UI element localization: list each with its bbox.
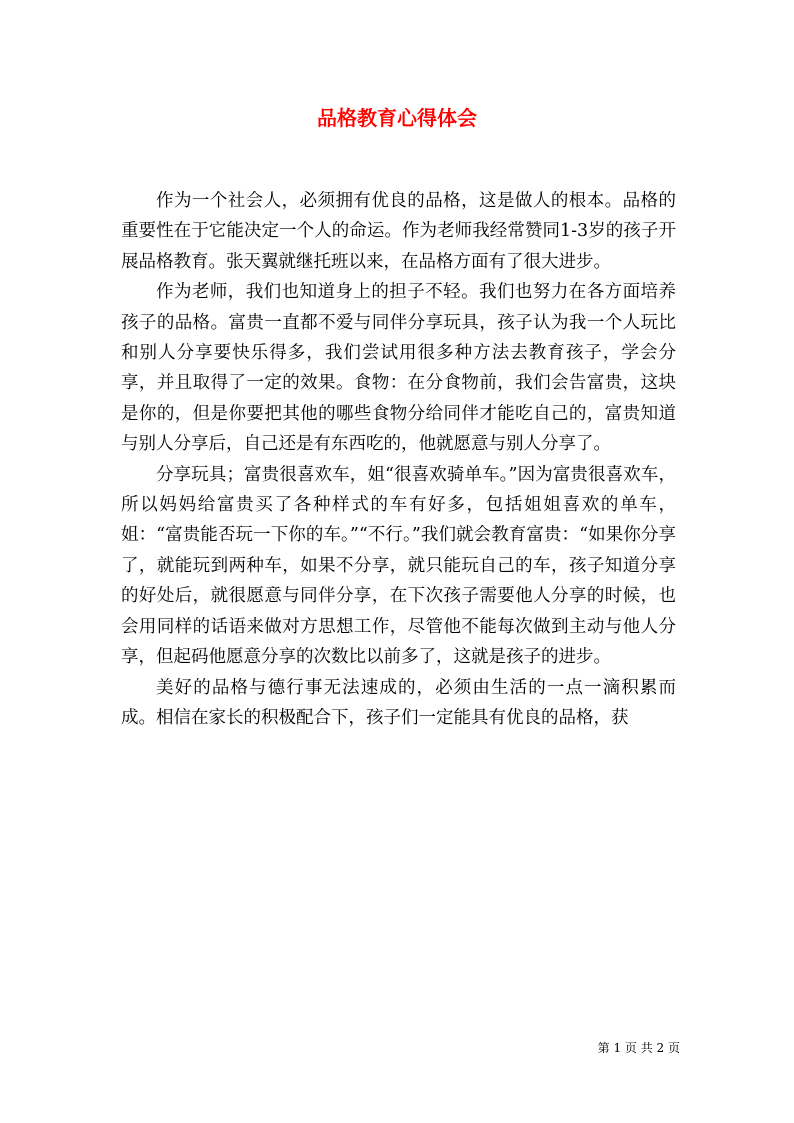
paragraph-4: 美好的品格与德行事无法速成的，必须由生活的一点一滴积累而成。相信在家长的积极配合下，孩子们一定能具有优良的品格，获 (121, 677, 676, 728)
page-number: 第 1 页 共 2 页 (597, 1041, 680, 1055)
document-body (121, 186, 676, 733)
page-title: 品格教育心得体会 (317, 106, 477, 130)
paragraph-2: 作为老师，我们也知道身上的担子不轻。我们也努力在各方面培养孩子的品格。富贵一直都不爱与同伴分享玩具，孩子认为我一个人玩比和别人分享要快乐得多，我们尝试用很多种方法去教育孩子，学会分享，并且取得了一定的效果。食物：在分食物前，我们会告富贵，这块是你的，但是你要把其他的哪些食物分给同伴才能吃自己的，富贵知道与别人分享后，自己还是有东西吃的，他就愿意与别人分享了。 (121, 282, 676, 455)
paragraph-3: 分享玩具；富贵很喜欢车，姐“很喜欢骑单车。”因为富贵很喜欢车，所以妈妈给富贵买了各种样式的车有好多，包括姐姐喜欢的单车，姐：“富贵能否玩一下你的车。”“不行。”我们就会教育富贵：“如果你分享了，就能玩到两种车，如果不分享，就只能玩自己的车，孩子知道分享的好处后，就很愿意与同伴分享，在下次孩子需要他人分享的时候，也会用同样的话语来做对方思想工作，尽管他不能每次做到主动与他人分享，但起码他愿意分享的次数比以前多了，这就是孩子的进步。 (121, 464, 676, 668)
paragraph-1: 作为一个社会人，必须拥有优良的品格，这是做人的根本。品格的重要性在于它能决定一个人的命运。作为老师我经常赞同1-3岁的孩子开展品格教育。张天翼就继托班以来，在品格方面有了很大进步。 (121, 191, 676, 272)
